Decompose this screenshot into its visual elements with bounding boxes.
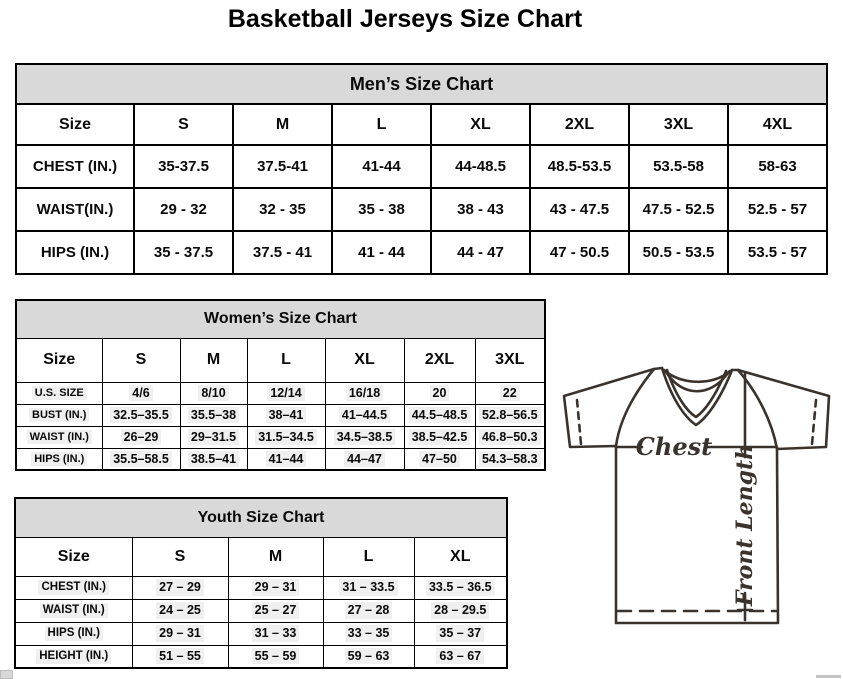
womens-value-cell: 44.5–48.5 (404, 404, 475, 426)
youth-row-label: CHEST (IN.) (15, 576, 132, 599)
womens-value-cell: 35.5–58.5 (102, 448, 180, 470)
mens-size-chart-table (15, 63, 828, 275)
youth-value-cell: 29 – 31 (228, 576, 323, 599)
womens-row-label: BUST (IN.) (16, 404, 102, 426)
chest-label: Chest (635, 432, 713, 461)
womens-value-cell: 52.8–56.5 (475, 404, 545, 426)
youth-value-cell: 55 – 59 (228, 645, 323, 668)
youth-value-cell: 35 – 37 (414, 622, 507, 645)
womens-value-cell: 20 (404, 382, 475, 404)
left-cuff-dashed-line (577, 400, 581, 444)
mens-value-cell: 47 - 50.5 (530, 231, 629, 274)
youth-value-cell: 29 – 31 (132, 622, 228, 645)
womens-value-cell: 41–44.5 (325, 404, 404, 426)
mens-value-cell: 35 - 37.5 (134, 231, 233, 274)
womens-value-cell: 46.8–50.3 (475, 426, 545, 448)
womens-value-cell: 16/18 (325, 382, 404, 404)
mens-column-header-xl: XL (431, 104, 530, 145)
mens-column-header-3xl: 3XL (629, 104, 728, 145)
youth-size-chart-table (14, 497, 508, 669)
mens-value-cell: 35-37.5 (134, 145, 233, 188)
womens-column-header-xl: XL (325, 338, 404, 382)
womens-table-row (16, 382, 545, 404)
youth-value-cell: 63 – 67 (414, 645, 507, 668)
womens-column-header-s: S (102, 338, 180, 382)
youth-value-cell: 27 – 29 (132, 576, 228, 599)
womens-value-cell: 38.5–42.5 (404, 426, 475, 448)
bottom-left-scroll-artifact (0, 670, 13, 679)
mens-column-header-s: S (134, 104, 233, 145)
mens-column-header-m: M (233, 104, 332, 145)
mens-value-cell: 43 - 47.5 (530, 188, 629, 231)
mens-value-cell: 53.5-58 (629, 145, 728, 188)
mens-column-header-4xl: 4XL (728, 104, 827, 145)
womens-table-row (16, 426, 545, 448)
mens-column-header-l: L (332, 104, 431, 145)
youth-value-cell: 51 – 55 (132, 645, 228, 668)
womens-value-cell: 32.5–35.5 (102, 404, 180, 426)
womens-size-chart-table (15, 299, 546, 471)
womens-column-header-size: Size (16, 338, 102, 382)
youth-value-cell: 33 – 35 (323, 622, 414, 645)
mens-value-cell: 48.5-53.5 (530, 145, 629, 188)
womens-table-row (16, 404, 545, 426)
youth-row-label: WAIST (IN.) (15, 599, 132, 622)
youth-row-label: HEIGHT (IN.) (15, 645, 132, 668)
youth-value-cell: 27 – 28 (323, 599, 414, 622)
mens-value-cell: 44 - 47 (431, 231, 530, 274)
womens-column-header-2xl: 2XL (404, 338, 475, 382)
youth-table-row (15, 599, 507, 622)
mens-row-label: CHEST (IN.) (16, 145, 134, 188)
womens-value-cell: 34.5–38.5 (325, 426, 404, 448)
mens-row-label: WAIST(IN.) (16, 188, 134, 231)
mens-column-header-2xl: 2XL (530, 104, 629, 145)
youth-table-row (15, 576, 507, 599)
mens-value-cell: 52.5 - 57 (728, 188, 827, 231)
mens-value-cell: 44-48.5 (431, 145, 530, 188)
youth-table-row (15, 645, 507, 668)
youth-column-header-l: L (323, 537, 414, 576)
womens-value-cell: 47–50 (404, 448, 475, 470)
womens-row-label: HIPS (IN.) (16, 448, 102, 470)
mens-table-title: Men’s Size Chart (16, 64, 827, 104)
youth-value-cell: 25 – 27 (228, 599, 323, 622)
mens-table-row (16, 188, 827, 231)
jersey-diagram (550, 353, 843, 645)
bottom-right-scroll-artifact (816, 675, 841, 678)
womens-table-row (16, 448, 545, 470)
youth-column-header-m: M (228, 537, 323, 576)
mens-row-label: HIPS (IN.) (16, 231, 134, 274)
mens-value-cell: 29 - 32 (134, 188, 233, 231)
womens-value-cell: 22 (475, 382, 545, 404)
mens-table-row (16, 231, 827, 274)
youth-column-header-size: Size (15, 537, 132, 576)
womens-value-cell: 38.5–41 (180, 448, 247, 470)
mens-value-cell: 47.5 - 52.5 (629, 188, 728, 231)
youth-value-cell: 24 – 25 (132, 599, 228, 622)
womens-row-label: U.S. SIZE (16, 382, 102, 404)
womens-table-title: Women’s Size Chart (16, 300, 545, 338)
womens-column-header-m: M (180, 338, 247, 382)
right-cuff-dashed-line (812, 400, 816, 444)
youth-table-row (15, 622, 507, 645)
mens-value-cell: 58-63 (728, 145, 827, 188)
mens-value-cell: 38 - 43 (431, 188, 530, 231)
mens-value-cell: 32 - 35 (233, 188, 332, 231)
womens-value-cell: 31.5–34.5 (247, 426, 325, 448)
mens-value-cell: 50.5 - 53.5 (629, 231, 728, 274)
youth-value-cell: 31 – 33.5 (323, 576, 414, 599)
womens-value-cell: 4/6 (102, 382, 180, 404)
youth-column-header-xl: XL (414, 537, 507, 576)
youth-row-label: HIPS (IN.) (15, 622, 132, 645)
womens-value-cell: 26–29 (102, 426, 180, 448)
womens-value-cell: 44–47 (325, 448, 404, 470)
womens-value-cell: 41–44 (247, 448, 325, 470)
page-title: Basketball Jerseys Size Chart (227, 5, 583, 33)
womens-value-cell: 54.3–58.3 (475, 448, 545, 470)
womens-column-header-3xl: 3XL (475, 338, 545, 382)
youth-column-header-s: S (132, 537, 228, 576)
womens-row-label: WAIST (IN.) (16, 426, 102, 448)
jersey-outline (564, 368, 829, 623)
womens-value-cell: 29–31.5 (180, 426, 247, 448)
youth-value-cell: 28 – 29.5 (414, 599, 507, 622)
youth-table-title: Youth Size Chart (15, 498, 507, 537)
youth-value-cell: 59 – 63 (323, 645, 414, 668)
mens-value-cell: 37.5 - 41 (233, 231, 332, 274)
youth-value-cell: 33.5 – 36.5 (414, 576, 507, 599)
womens-column-header-l: L (247, 338, 325, 382)
womens-value-cell: 8/10 (180, 382, 247, 404)
womens-value-cell: 38–41 (247, 404, 325, 426)
womens-value-cell: 12/14 (247, 382, 325, 404)
mens-value-cell: 35 - 38 (332, 188, 431, 231)
mens-value-cell: 41 - 44 (332, 231, 431, 274)
womens-value-cell: 35.5–38 (180, 404, 247, 426)
mens-table-row (16, 145, 827, 188)
mens-value-cell: 53.5 - 57 (728, 231, 827, 274)
mens-column-header-size: Size (16, 104, 134, 145)
mens-value-cell: 41-44 (332, 145, 431, 188)
front-length-label: Front Length (732, 443, 758, 607)
mens-value-cell: 37.5-41 (233, 145, 332, 188)
youth-value-cell: 31 – 33 (228, 622, 323, 645)
